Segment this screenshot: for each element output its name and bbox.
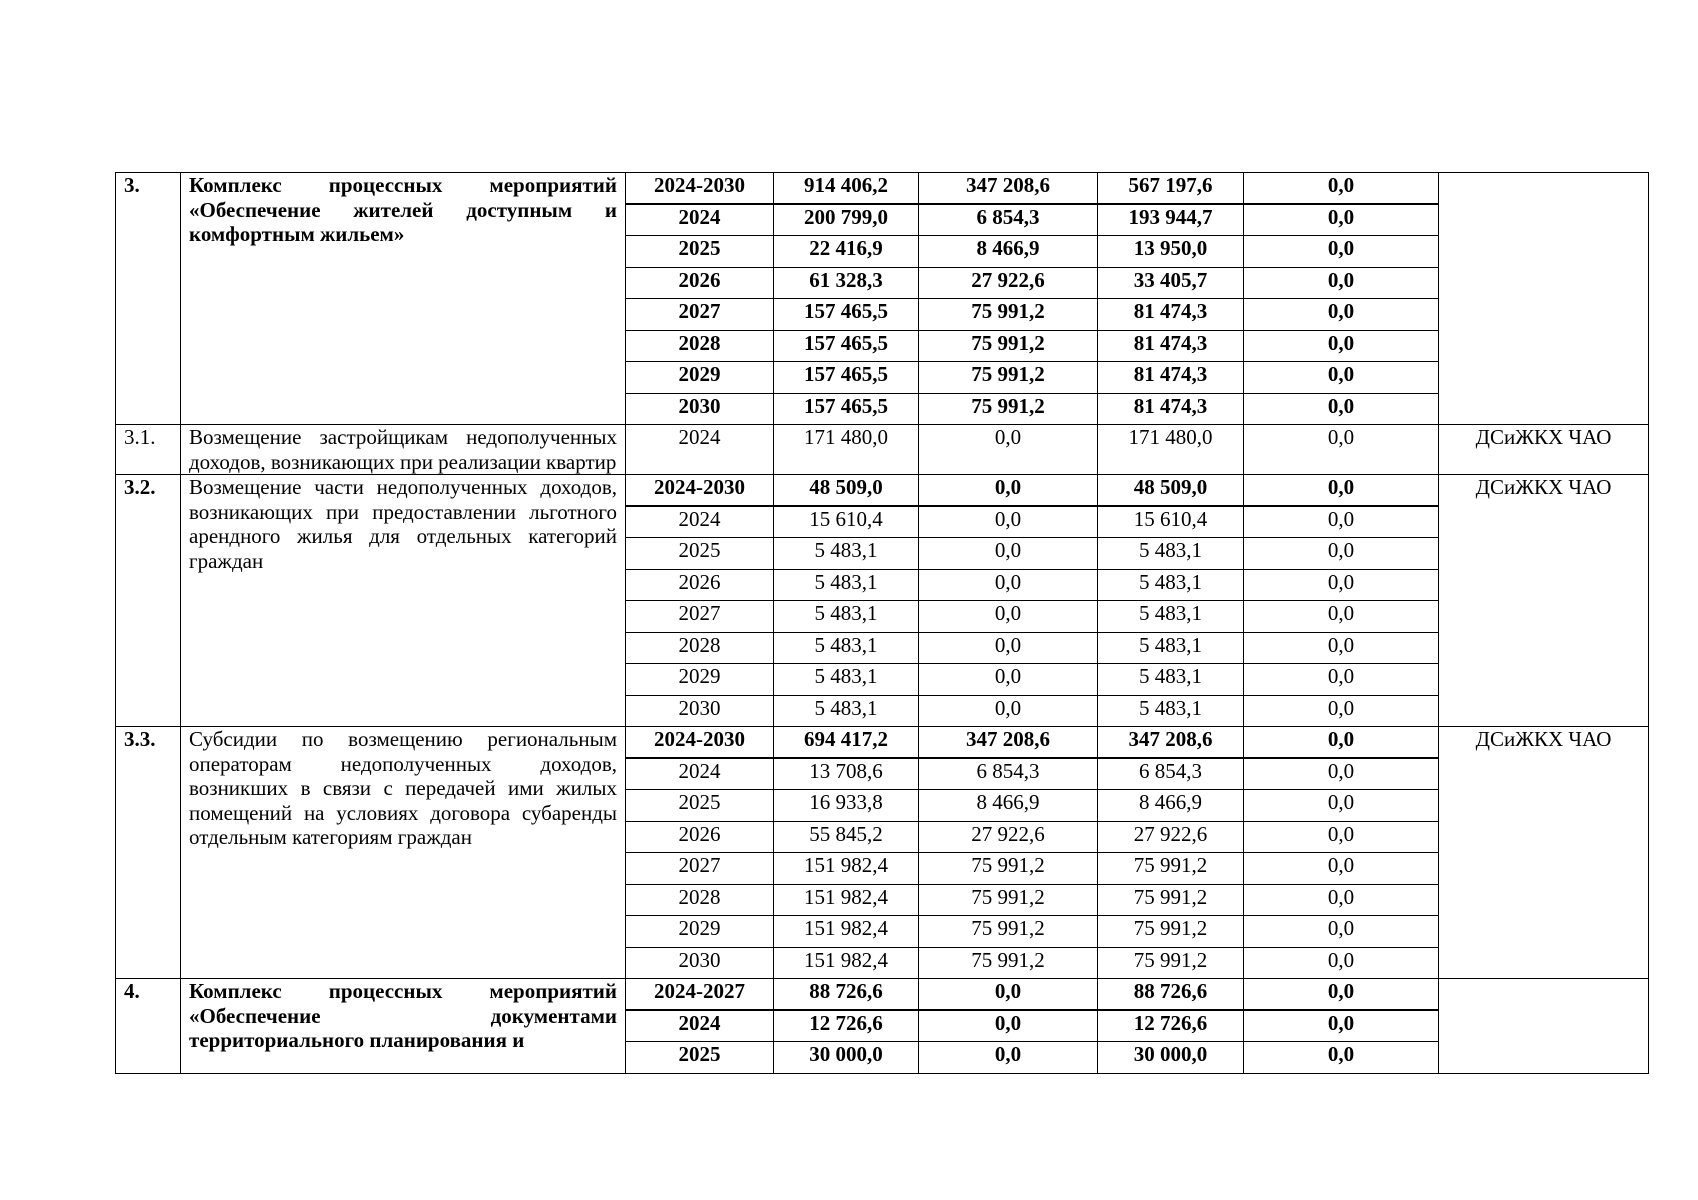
year-cell: 2026: [626, 569, 774, 601]
section-number: 3.: [116, 173, 181, 425]
total-cell: 151 982,4: [774, 853, 919, 885]
source-3-cell: 0,0: [1244, 695, 1439, 727]
source-3-cell: 0,0: [1244, 393, 1439, 425]
source-2-cell: 81 474,3: [1098, 299, 1244, 331]
source-1-cell: 0,0: [919, 1010, 1098, 1042]
table-row: [116, 475, 1649, 507]
table-row: [116, 727, 1649, 759]
year-cell: 2029: [626, 664, 774, 696]
table-row: [116, 173, 1649, 205]
section-number: 3.1.: [116, 425, 181, 475]
section-number: 3.2.: [116, 475, 181, 727]
source-3-cell: 0,0: [1244, 425, 1439, 475]
source-2-cell: 5 483,1: [1098, 664, 1244, 696]
total-cell: 151 982,4: [774, 916, 919, 948]
total-cell: 5 483,1: [774, 695, 919, 727]
section-title: Субсидии по возмещению региональным операторам недополученных доходов, возникших в связи с передачей ими жилых помещений на условиях договора субаренды отдельным категориям граждан: [181, 727, 626, 979]
year-cell: 2026: [626, 821, 774, 853]
source-1-cell: 0,0: [919, 538, 1098, 570]
source-1-cell: 75 991,2: [919, 393, 1098, 425]
source-1-cell: 75 991,2: [919, 947, 1098, 979]
year-cell: 2025: [626, 236, 774, 268]
total-cell: 16 933,8: [774, 790, 919, 822]
source-1-cell: 347 208,6: [919, 727, 1098, 759]
source-3-cell: 0,0: [1244, 821, 1439, 853]
source-2-cell: 81 474,3: [1098, 362, 1244, 394]
year-cell: 2024: [626, 1010, 774, 1042]
source-3-cell: 0,0: [1244, 330, 1439, 362]
source-3-cell: 0,0: [1244, 947, 1439, 979]
source-2-cell: 75 991,2: [1098, 916, 1244, 948]
source-1-cell: 75 991,2: [919, 330, 1098, 362]
source-3-cell: 0,0: [1244, 1010, 1439, 1042]
total-cell: 61 328,3: [774, 267, 919, 299]
year-cell: 2025: [626, 790, 774, 822]
source-3-cell: 0,0: [1244, 979, 1439, 1011]
source-3-cell: 0,0: [1244, 853, 1439, 885]
year-cell: 2030: [626, 695, 774, 727]
total-cell: 157 465,5: [774, 393, 919, 425]
total-cell: 5 483,1: [774, 632, 919, 664]
total-cell: 22 416,9: [774, 236, 919, 268]
responsible-org: [1439, 979, 1649, 1074]
budget-table: [115, 172, 1649, 1074]
source-1-cell: 0,0: [919, 632, 1098, 664]
source-3-cell: 0,0: [1244, 569, 1439, 601]
year-cell: 2028: [626, 330, 774, 362]
source-3-cell: 0,0: [1244, 727, 1439, 759]
responsible-org: ДСиЖКХ ЧАО: [1439, 475, 1649, 727]
total-cell: 171 480,0: [774, 425, 919, 475]
total-cell: 30 000,0: [774, 1042, 919, 1074]
total-cell: 88 726,6: [774, 979, 919, 1011]
source-2-cell: 48 509,0: [1098, 475, 1244, 507]
source-1-cell: 75 991,2: [919, 916, 1098, 948]
year-cell: 2027: [626, 601, 774, 633]
section-title: Возмещение части недополученных доходов, возникающих при предоставлении льготного арендного жилья для отдельных категорий граждан: [181, 475, 626, 727]
source-2-cell: 75 991,2: [1098, 853, 1244, 885]
source-3-cell: 0,0: [1244, 916, 1439, 948]
source-1-cell: 8 466,9: [919, 790, 1098, 822]
source-2-cell: 33 405,7: [1098, 267, 1244, 299]
source-1-cell: 75 991,2: [919, 299, 1098, 331]
year-cell: 2028: [626, 884, 774, 916]
source-3-cell: 0,0: [1244, 506, 1439, 538]
total-cell: 15 610,4: [774, 506, 919, 538]
source-2-cell: 13 950,0: [1098, 236, 1244, 268]
total-cell: 5 483,1: [774, 538, 919, 570]
responsible-org: [1439, 173, 1649, 425]
total-cell: 5 483,1: [774, 601, 919, 633]
section-number: 3.3.: [116, 727, 181, 979]
total-cell: 13 708,6: [774, 758, 919, 790]
source-1-cell: 75 991,2: [919, 853, 1098, 885]
source-1-cell: 27 922,6: [919, 821, 1098, 853]
source-3-cell: 0,0: [1244, 538, 1439, 570]
section-number: 4.: [116, 979, 181, 1074]
year-cell: 2030: [626, 947, 774, 979]
total-cell: 151 982,4: [774, 884, 919, 916]
source-2-cell: 5 483,1: [1098, 569, 1244, 601]
source-3-cell: 0,0: [1244, 362, 1439, 394]
year-cell: 2024-2027: [626, 979, 774, 1011]
table-row: [116, 979, 1649, 1011]
source-3-cell: 0,0: [1244, 236, 1439, 268]
source-2-cell: 75 991,2: [1098, 947, 1244, 979]
source-2-cell: 81 474,3: [1098, 330, 1244, 362]
source-2-cell: 15 610,4: [1098, 506, 1244, 538]
responsible-org: ДСиЖКХ ЧАО: [1439, 425, 1649, 475]
source-3-cell: 0,0: [1244, 299, 1439, 331]
source-2-cell: 5 483,1: [1098, 538, 1244, 570]
year-cell: 2030: [626, 393, 774, 425]
source-1-cell: 0,0: [919, 695, 1098, 727]
source-2-cell: 193 944,7: [1098, 204, 1244, 236]
source-2-cell: 27 922,6: [1098, 821, 1244, 853]
responsible-org: ДСиЖКХ ЧАО: [1439, 727, 1649, 979]
source-3-cell: 0,0: [1244, 632, 1439, 664]
source-3-cell: 0,0: [1244, 475, 1439, 507]
year-cell: 2024: [626, 506, 774, 538]
total-cell: 914 406,2: [774, 173, 919, 205]
total-cell: 157 465,5: [774, 330, 919, 362]
source-3-cell: 0,0: [1244, 204, 1439, 236]
source-2-cell: 8 466,9: [1098, 790, 1244, 822]
source-1-cell: 0,0: [919, 1042, 1098, 1074]
section-title: Возмещение застройщикам недополученных доходов, возникающих при реализации квартир: [181, 425, 626, 475]
source-3-cell: 0,0: [1244, 884, 1439, 916]
total-cell: 694 417,2: [774, 727, 919, 759]
source-1-cell: 6 854,3: [919, 758, 1098, 790]
total-cell: 157 465,5: [774, 362, 919, 394]
source-1-cell: 0,0: [919, 664, 1098, 696]
total-cell: 5 483,1: [774, 569, 919, 601]
year-cell: 2026: [626, 267, 774, 299]
source-1-cell: 0,0: [919, 475, 1098, 507]
year-cell: 2025: [626, 538, 774, 570]
year-cell: 2027: [626, 299, 774, 331]
budget-table-body: [116, 173, 1649, 1074]
source-2-cell: 30 000,0: [1098, 1042, 1244, 1074]
year-cell: 2024-2030: [626, 727, 774, 759]
section-title: Комплекс процессных мероприятий «Обеспечение жителей доступным и комфортным жильем»: [181, 173, 626, 425]
source-1-cell: 347 208,6: [919, 173, 1098, 205]
source-1-cell: 75 991,2: [919, 362, 1098, 394]
year-cell: 2024-2030: [626, 475, 774, 507]
source-1-cell: 0,0: [919, 601, 1098, 633]
source-2-cell: 347 208,6: [1098, 727, 1244, 759]
year-cell: 2029: [626, 916, 774, 948]
source-2-cell: 6 854,3: [1098, 758, 1244, 790]
source-3-cell: 0,0: [1244, 267, 1439, 299]
source-1-cell: 8 466,9: [919, 236, 1098, 268]
source-1-cell: 0,0: [919, 506, 1098, 538]
source-3-cell: 0,0: [1244, 664, 1439, 696]
source-3-cell: 0,0: [1244, 601, 1439, 633]
year-cell: 2028: [626, 632, 774, 664]
source-2-cell: 567 197,6: [1098, 173, 1244, 205]
year-cell: 2024: [626, 204, 774, 236]
source-3-cell: 0,0: [1244, 758, 1439, 790]
source-2-cell: 12 726,6: [1098, 1010, 1244, 1042]
total-cell: 200 799,0: [774, 204, 919, 236]
source-2-cell: 75 991,2: [1098, 884, 1244, 916]
total-cell: 12 726,6: [774, 1010, 919, 1042]
year-cell: 2024-2030: [626, 173, 774, 205]
table-row: [116, 425, 1649, 475]
total-cell: 55 845,2: [774, 821, 919, 853]
year-cell: 2024: [626, 758, 774, 790]
source-2-cell: 5 483,1: [1098, 601, 1244, 633]
source-2-cell: 81 474,3: [1098, 393, 1244, 425]
source-2-cell: 5 483,1: [1098, 695, 1244, 727]
source-1-cell: 0,0: [919, 425, 1098, 475]
source-1-cell: 0,0: [919, 569, 1098, 601]
section-title: Комплекс процессных мероприятий «Обеспечение документами территориального планирования и: [181, 979, 626, 1074]
source-1-cell: 6 854,3: [919, 204, 1098, 236]
total-cell: 151 982,4: [774, 947, 919, 979]
source-1-cell: 75 991,2: [919, 884, 1098, 916]
source-1-cell: 0,0: [919, 979, 1098, 1011]
source-2-cell: 5 483,1: [1098, 632, 1244, 664]
source-2-cell: 171 480,0: [1098, 425, 1244, 475]
year-cell: 2029: [626, 362, 774, 394]
year-cell: 2025: [626, 1042, 774, 1074]
source-1-cell: 27 922,6: [919, 267, 1098, 299]
total-cell: 5 483,1: [774, 664, 919, 696]
year-cell: 2024: [626, 425, 774, 475]
source-3-cell: 0,0: [1244, 790, 1439, 822]
total-cell: 48 509,0: [774, 475, 919, 507]
year-cell: 2027: [626, 853, 774, 885]
total-cell: 157 465,5: [774, 299, 919, 331]
source-3-cell: 0,0: [1244, 173, 1439, 205]
source-2-cell: 88 726,6: [1098, 979, 1244, 1011]
source-3-cell: 0,0: [1244, 1042, 1439, 1074]
